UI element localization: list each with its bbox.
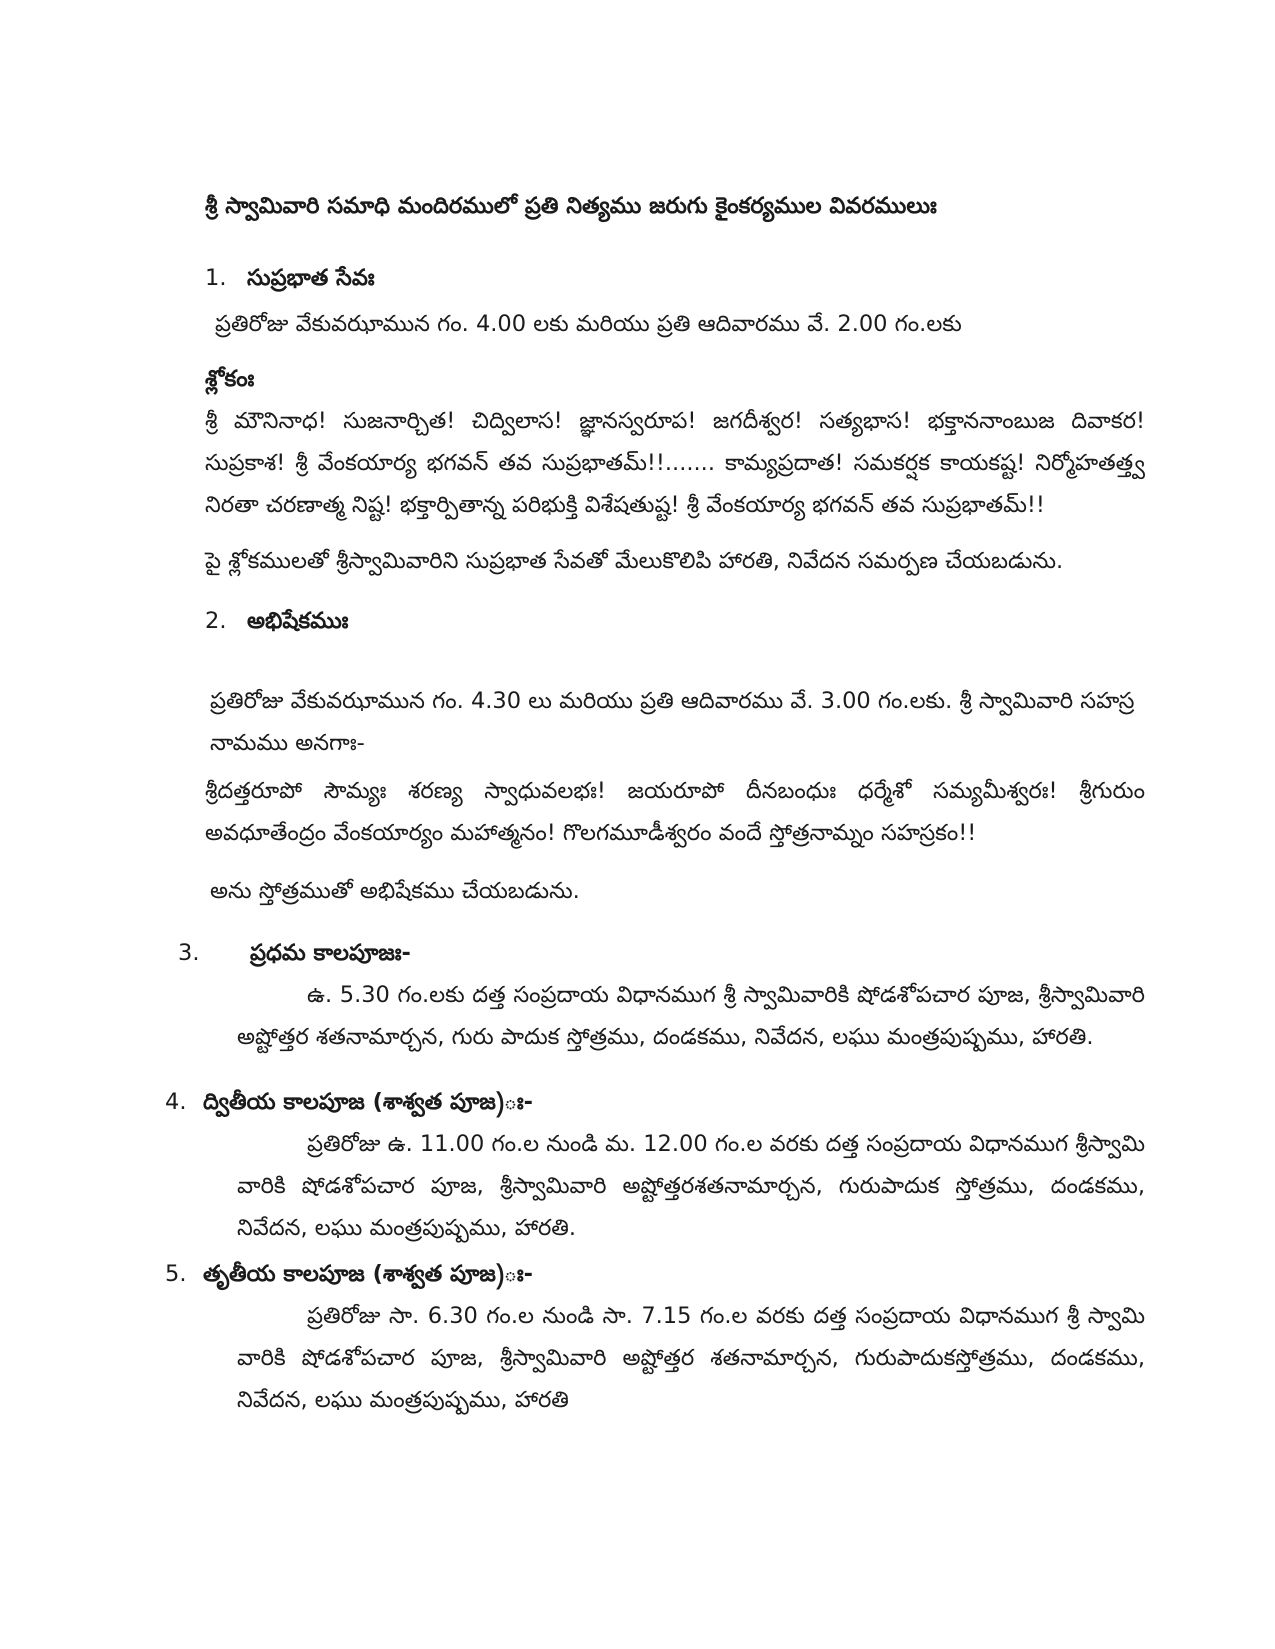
section-number: 1. <box>205 265 227 291</box>
section-number: 5. <box>165 1261 187 1287</box>
section-body: ప్రతిరోజు సా. 6.30 గం.ల నుండి సా. 7.15 గం.ల వరకు దత్త సంప్రదాయ విధానముగ శ్రీ స్వామి వారికి షోడశోపచార పూజ, శ్రీస్వామివారి అష్టోత్తర శతనామార్చన, గురుపాదుకస్తోత్రము, దండకము, నివేదన, లఘు మంత్రపుష్పము, హారతి <box>237 1303 1145 1413</box>
shloka-text: శ్రీదత్తరూపో సౌమ్యః శరణ్య స్వాధువలభః! జయరూపో దీనబంధుః ధర్మేశో సమ్యమీశ్వరః! శ్రీగురుం అవధూతేంద్రం వేంకయార్యం మహాత్మనం! గొలగమూడీశ్వరం వందే స్తోత్రనామ్నం సహస్రకం!! <box>205 778 1145 846</box>
shloka-text: శ్రీ మౌనినాధ! సుజనార్చిత! చిద్విలాస! జ్ఞానస్వరూప! జగదీశ్వర! సత్యభాస! భక్తాననాంబుజ దివాకర! సుప్రకాశ! శ్రీ వేంకయార్య భగవన్ తవ సుప్రభాతమ్!!....... కామ్యప్రదాత! సమకర్షక కాయకష్ట! నిర్మోహతత్త్వ నిరతా చరణాత్మ నిష్ట! భక్తార్పితాన్న పరిభుక్తి విశేషతుష్ట! శ్రీ వేంకయార్య భగవన్ తవ సుప్రభాతమ్!! <box>205 408 1145 518</box>
section-heading: సుప్రభాత సేవః <box>247 265 375 291</box>
section-outro: పై శ్లోకములతో శ్రీస్వామివారిని సుప్రభాత సేవతో మేలుకొలిపి హారతి, నివేదన సమర్పణ చేయబడును. <box>205 548 1064 574</box>
shloka-label: శ్లోకంః <box>205 366 255 392</box>
section-pradhama-kalapuja <box>178 932 1145 1058</box>
section-body: ప్రతిరోజు ఉ. 11.00 గం.ల నుండి మ. 12.00 గం.ల వరకు దత్త సంప్రదాయ విధానముగ శ్రీస్వామి వారికి షోడశోపచార పూజ, శ్రీస్వామివారి అష్టోత్తరశతనామార్చన, గురుపాదుక స్తోత్రము, దండకము, నివేదన, లఘు మంత్రపుష్పము, హారతి. <box>237 1131 1145 1241</box>
section-heading: తృతీయ కాలపూజ (శాశ్వత పూజ)ః- <box>203 1261 534 1287</box>
section-number: 3. <box>178 940 200 966</box>
section-1-heading-row <box>205 257 1145 299</box>
section-3-heading-row <box>178 932 1145 974</box>
section-5-heading-row <box>165 1253 1145 1295</box>
section-body: ఉ. 5.30 గం.లకు దత్త సంప్రదాయ విధానముగ శ్రీ స్వామివారికి షోడశోపచార పూజ, శ్రీస్వామివారి అష్టోత్తర శతనామార్చన, గురు పాదుక స్తోత్రము, దండకము, నివేదన, లఘు మంత్రపుష్పము, హారతి. <box>237 982 1145 1050</box>
document-title: శ్రీ స్వామివారి సమాధి మందిరములో ప్రతి నిత్యము జరుగు కైంకర్యముల వివరములుః <box>205 193 937 219</box>
section-heading: ప్రధమ కాలపూజః- <box>250 940 411 966</box>
section-4-heading-row <box>165 1081 1145 1123</box>
section-heading: అభిషేకముః <box>247 608 349 634</box>
section-2-heading-row <box>205 600 1145 642</box>
section-abhishekam <box>205 600 1145 912</box>
section-trutiya-kalapuja <box>165 1253 1145 1421</box>
section-number: 4. <box>165 1089 187 1115</box>
section-suprabhata-seva <box>205 257 1145 582</box>
section-intro: ప్రతిరోజు వేకువఝామున గం. 4.00 లకు మరియు ప్రతి ఆదివారము వే. 2.00 గం.లకు <box>215 311 962 337</box>
section-intro: ప్రతిరోజు వేకువఝామున గం. 4.30 లు మరియు ప్రతి ఆదివారము వే. 3.00 గం.లకు. శ్రీ స్వామివారి సహస్ర నామము అనగాః- <box>210 688 1135 756</box>
section-heading: ద్వితీయ కాలపూజ (శాశ్వత పూజ)ః- <box>203 1089 534 1115</box>
section-number: 2. <box>205 608 227 634</box>
section-dwitiya-kalapuja <box>165 1081 1145 1249</box>
section-outro: అను స్తోత్రముతో అభిషేకము చేయబడును. <box>210 878 580 904</box>
